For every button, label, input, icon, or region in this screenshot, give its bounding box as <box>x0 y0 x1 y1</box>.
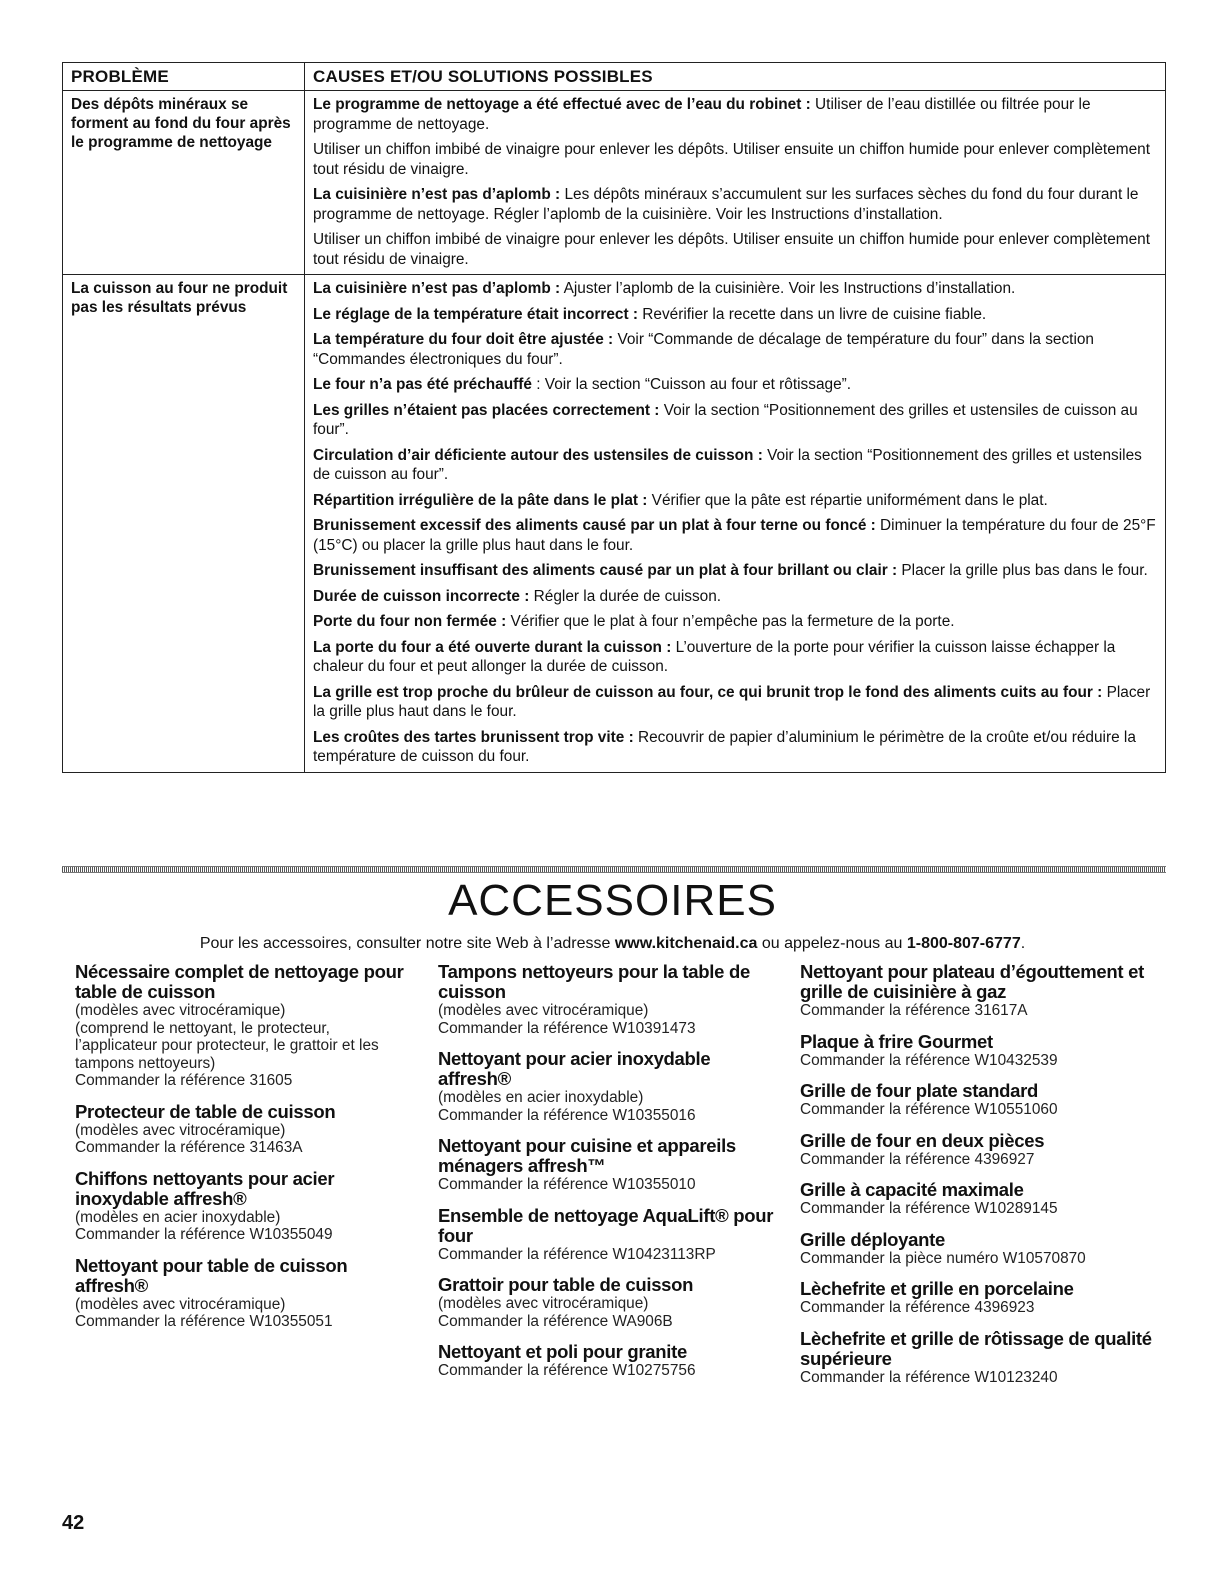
accessory-name: Nettoyant pour cuisine et appareils ménagers affresh™ <box>438 1135 736 1176</box>
accessory-name: Grille de four en deux pièces <box>800 1129 1045 1151</box>
accessory-name: Nettoyant pour acier inoxydable affresh® <box>438 1048 711 1089</box>
accessory-detail: Commander la référence W10551060 <box>800 1101 1058 1118</box>
accessory-name: Nettoyant pour plateau d’égouttement et grille de cuisinière à gaz <box>800 961 1144 1002</box>
problem-cell: La cuisson au four ne produit pas les résultats prévus <box>63 275 305 773</box>
solution-cause: Le four n’a pas été préchauffé <box>313 376 532 393</box>
accessory-name: Grille à capacité maximale <box>800 1179 1024 1200</box>
accessory-detail: (modèles avec vitrocéramique) <box>75 1002 286 1019</box>
solution-entry <box>313 516 1157 555</box>
accessories-column-2 <box>438 962 778 1392</box>
troubleshooting-table <box>62 62 1166 773</box>
solution-cause: La grille est trop proche du brûleur de cuisson au four, ce qui brunit trop le fond des aliments cuits au four : <box>313 683 1103 701</box>
solution-cause: Circulation d’air déficiente autour des ustensiles de cuisson : <box>313 446 763 464</box>
solution-text: Placer la grille plus bas dans le four. <box>897 562 1148 579</box>
solution-text: Régler la durée de cuisson. <box>529 587 722 605</box>
solution-entry <box>313 375 1157 395</box>
accessory-detail: Commander la référence W10355051 <box>75 1313 333 1330</box>
accessory-detail: Commander la référence W10123240 <box>800 1368 1058 1386</box>
accessory-detail: Commander la référence W10423113RP <box>438 1245 716 1263</box>
accessory-item <box>800 1081 1160 1119</box>
solution-cause: Les croûtes des tartes brunissent trop vite : <box>313 728 634 746</box>
accessory-item <box>800 1131 1160 1169</box>
accessory-item <box>438 1206 778 1264</box>
solution-cause: Le programme de nettoyage a été effectué avec de l’eau du robinet : <box>313 96 811 113</box>
accessory-item <box>75 962 415 1090</box>
accessory-detail: Commander la référence 4396923 <box>800 1299 1035 1316</box>
solution-entry <box>313 587 1157 607</box>
solution-entry <box>313 305 1157 325</box>
accessory-name: Plaque à frire Gourmet <box>800 1030 993 1052</box>
intro-text-mid: ou appelez-nous au <box>757 935 907 952</box>
accessory-detail: Commander la référence W10432539 <box>800 1051 1058 1069</box>
accessory-item <box>800 1180 1160 1218</box>
accessory-detail: (modèles en acier inoxydable) <box>438 1089 644 1106</box>
solutions-cell <box>305 275 1166 773</box>
accessory-item <box>800 1279 1160 1317</box>
accessory-detail: Commander la référence 4396927 <box>800 1150 1035 1168</box>
solution-entry <box>313 185 1157 224</box>
accessories-intro <box>0 934 1225 954</box>
header-problem: PROBLÈME <box>63 63 305 91</box>
accessories-column-3 <box>800 962 1160 1398</box>
accessory-item <box>800 1230 1160 1268</box>
accessory-item <box>75 1102 415 1157</box>
accessory-name: Grille déployante <box>800 1228 945 1250</box>
accessory-detail: (modèles avec vitrocéramique) <box>75 1295 286 1313</box>
table-row <box>63 275 1166 773</box>
solution-entry <box>313 140 1157 179</box>
accessory-detail: Commander la référence W10391473 <box>438 1019 696 1037</box>
solution-text: Vérifier que le plat à four n’empêche pas la fermeture de la porte. <box>506 613 955 630</box>
accessory-detail: (modèles avec vitrocéramique) <box>438 1002 649 1019</box>
solution-entry <box>313 446 1157 485</box>
page-number: 42 <box>62 1512 85 1534</box>
solution-cause: Répartition irrégulière de la pâte dans le plat : <box>313 491 648 509</box>
solution-entry <box>313 401 1157 440</box>
accessory-name: Tampons nettoyeurs pour la table de cuisson <box>438 961 750 1002</box>
accessory-name: Lèchefrite et grille en porcelaine <box>800 1278 1074 1299</box>
accessory-detail: Commander la référence W10355049 <box>75 1226 333 1243</box>
solution-cause: Le réglage de la température était incorrect : <box>313 305 639 323</box>
solution-entry <box>313 638 1157 677</box>
accessory-detail: (comprend le nettoyant, le protecteur, l’applicateur pour protecteur, le grattoir et les tampons nettoyeurs) <box>75 1019 379 1072</box>
accessory-item <box>438 1049 778 1124</box>
accessory-name: Chiffons nettoyants pour acier inoxydable affresh® <box>75 1167 335 1209</box>
solutions-cell <box>305 91 1166 275</box>
accessory-detail: Commander la référence 31605 <box>75 1072 293 1089</box>
section-divider <box>62 866 1166 873</box>
solution-text: L’ouverture de la porte pour vérifier la cuisson laisse échapper la chaleur du four et peut allonger la durée de cuisson. <box>313 638 1116 675</box>
accessory-name: Nécessaire complet de nettoyage pour table de cuisson <box>75 961 404 1002</box>
solution-text: Utiliser de l’eau distillée ou filtrée pour le programme de nettoyage. <box>313 96 1091 133</box>
accessory-name: Lèchefrite et grille de rôtissage de qualité supérieure <box>800 1327 1152 1369</box>
accessory-item <box>800 962 1160 1020</box>
solution-entry <box>313 561 1157 581</box>
accessories-title: ACCESSOIRES <box>448 876 777 925</box>
solution-text: Voir la section “Positionnement des grilles et ustensiles de cuisson au four”. <box>313 401 1138 438</box>
accessory-name: Grattoir pour table de cuisson <box>438 1274 694 1295</box>
accessory-name: Nettoyant pour table de cuisson affresh® <box>75 1254 348 1296</box>
table-header-row <box>63 63 1166 91</box>
accessory-item <box>438 962 778 1037</box>
accessory-item <box>438 1275 778 1330</box>
solution-text: : Voir la section “Cuisson au four et rôtissage”. <box>531 376 852 393</box>
solution-text: Vérifier que la pâte est répartie uniformément dans le plat. <box>647 491 1048 509</box>
accessories-column-1 <box>75 962 415 1343</box>
solution-entry <box>313 95 1157 134</box>
solution-entry <box>313 728 1157 767</box>
intro-text-end: . <box>1020 935 1026 952</box>
solution-cause: La température du four doit être ajustée : <box>313 331 614 348</box>
phone-number: 1-800-807-6777 <box>906 935 1021 952</box>
accessory-detail: (modèles avec vitrocéramique) <box>438 1295 649 1312</box>
solution-cause: La porte du four a été ouverte durant la cuisson : <box>313 638 672 656</box>
solution-text: Les dépôts minéraux s’accumulent sur les surfaces sèches du fond du four durant le programme de nettoyage. Régler l’aplomb de la cuisinière. Voir les Instructions d’installation. <box>313 186 1139 223</box>
solution-text: Revérifier la recette dans un livre de cuisine fiable. <box>638 305 987 323</box>
accessory-name: Grille de four plate standard <box>800 1080 1039 1101</box>
solution-text: Diminuer la température du four de 25°F (15°C) ou placer la grille plus haut dans le four. <box>313 517 1156 554</box>
header-solutions: CAUSES ET/OU SOLUTIONS POSSIBLES <box>305 63 1166 91</box>
accessory-item <box>75 1256 415 1331</box>
website-link[interactable]: www.kitchenaid.ca <box>614 935 758 952</box>
solution-cause: Brunissement insuffisant des aliments causé par un plat à four brillant ou clair : <box>313 562 898 579</box>
solution-entry <box>313 330 1157 369</box>
solution-entry <box>313 612 1157 632</box>
accessory-detail: Commander la pièce numéro W10570870 <box>800 1249 1086 1267</box>
solution-text: Recouvrir de papier d’aluminium le périmètre de la croûte et/ou réduire la température de cuisson du four. <box>313 728 1136 765</box>
accessory-detail: (modèles en acier inoxydable) <box>75 1208 281 1226</box>
solution-entry <box>313 230 1157 269</box>
accessory-item <box>438 1136 778 1194</box>
solution-entry <box>313 279 1157 299</box>
accessory-name: Ensemble de nettoyage AquaLift® pour four <box>438 1204 774 1246</box>
accessory-detail: Commander la référence W10289145 <box>800 1200 1058 1217</box>
accessory-name: Protecteur de table de cuisson <box>75 1100 336 1122</box>
accessory-detail: Commander la référence WA906B <box>438 1312 673 1330</box>
accessory-detail: Commander la référence W10355010 <box>438 1176 696 1193</box>
intro-text: Pour les accessoires, consulter notre site Web à l’adresse <box>199 935 615 952</box>
accessory-item <box>75 1169 415 1244</box>
solution-entry <box>313 491 1157 511</box>
accessory-item <box>800 1032 1160 1070</box>
accessory-item <box>438 1342 778 1380</box>
solution-text: Placer la grille plus haut dans le four. <box>313 683 1151 720</box>
solution-text: Utiliser un chiffon imbibé de vinaigre pour enlever les dépôts. Utiliser ensuite un chiffon humide pour enlever complètement tout résidu de vinaigre. <box>313 141 1150 178</box>
solution-text: Voir la section “Positionnement des grilles et ustensiles de cuisson au four”. <box>313 446 1142 483</box>
solution-text: Utiliser un chiffon imbibé de vinaigre pour enlever les dépôts. Utiliser ensuite un chiffon humide pour enlever complètement tout résidu de vinaigre. <box>313 231 1150 268</box>
solution-text: Ajuster l’aplomb de la cuisinière. Voir les Instructions d’installation. <box>560 280 1016 297</box>
accessory-detail: (modèles avec vitrocéramique) <box>75 1121 286 1139</box>
accessory-detail: Commander la référence 31617A <box>800 1002 1028 1019</box>
solution-entry <box>313 683 1157 722</box>
solution-cause: Durée de cuisson incorrecte : <box>313 587 530 605</box>
solution-cause: La cuisinière n’est pas d’aplomb : <box>313 186 561 203</box>
solution-cause: Porte du four non fermée : <box>313 613 507 630</box>
table-row <box>63 91 1166 275</box>
problem-cell: Des dépôts minéraux se forment au fond du four après le programme de nettoyage <box>63 91 305 275</box>
accessory-name: Nettoyant et poli pour granite <box>438 1341 687 1362</box>
accessory-detail: Commander la référence W10275756 <box>438 1362 696 1379</box>
accessory-detail: Commander la référence W10355016 <box>438 1106 696 1124</box>
solution-cause: La cuisinière n’est pas d’aplomb : <box>313 280 561 297</box>
solution-cause: Brunissement excessif des aliments causé par un plat à four terne ou foncé : <box>313 517 876 534</box>
accessory-item <box>800 1329 1160 1387</box>
accessory-detail: Commander la référence 31463A <box>75 1139 303 1156</box>
solution-text: Voir “Commande de décalage de température du four” dans la section “Commandes électroniques du four”. <box>313 331 1094 368</box>
solution-cause: Les grilles n’étaient pas placées correctement : <box>313 401 660 419</box>
